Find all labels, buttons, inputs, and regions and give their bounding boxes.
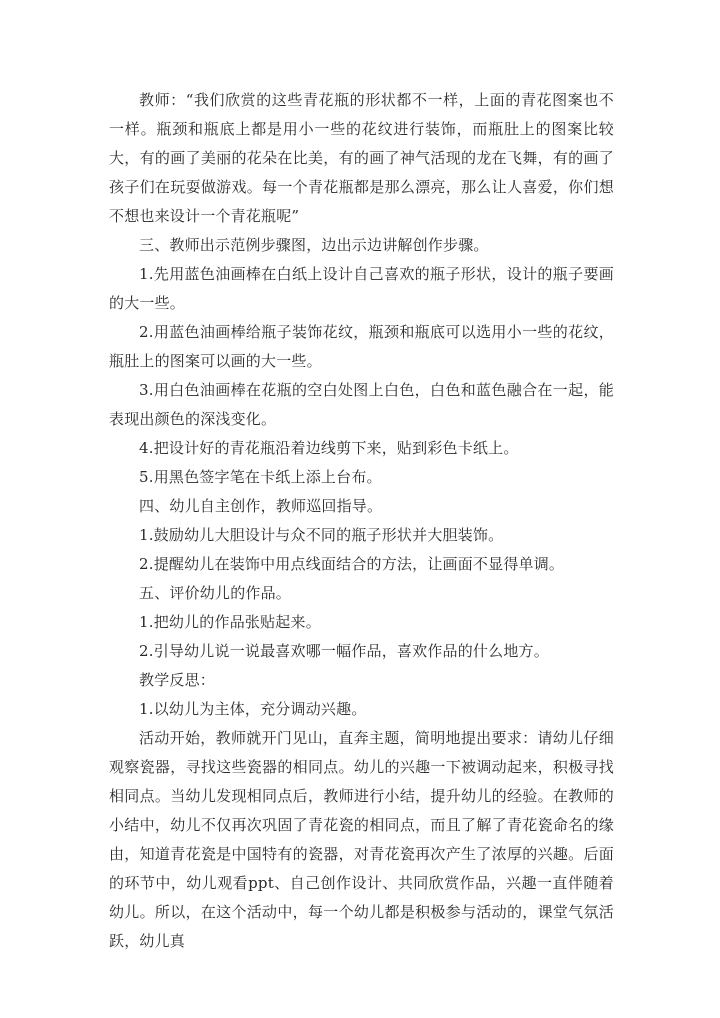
heading-step-three: 三、教师出示范例步骤图，边出示边讲解创作步骤。 — [139, 236, 489, 254]
document-body — [109, 86, 614, 956]
paragraph-evaluate-1: 1.把幼儿的作品张贴起来。 — [139, 613, 321, 631]
heading-reflection: 教学反思： — [139, 671, 216, 689]
paragraph-teacher-quote: 教师：“我们欣赏的这些青花瓶的形状都不一样，上面的青花图案也不一样。瓶颈和瓶底上都是用小一些的花纹进行装饰，而瓶肚上的图案比较大，有的画了美丽的花朵在比美，有的画了神气活现的龙在飞舞，有的画了孩子们在玩耍做游戏。每一个青花瓶都是那么漂亮，那么让人喜爱，你们想不想也来设计一个青花瓶呢” — [109, 91, 614, 225]
paragraph-step-5: 5.用黑色签字笔在卡纸上添上台布。 — [139, 468, 382, 486]
paragraph-step-4: 4.把设计好的青花瓶沿着边线剪下来，贴到彩色卡纸上。 — [139, 439, 519, 457]
heading-step-four: 四、幼儿自主创作，教师巡回指导。 — [139, 497, 383, 515]
paragraph-reflection-1: 1.以幼儿为主体，充分调动兴趣。 — [139, 700, 367, 718]
paragraph-step-3: 3.用白色油画棒在花瓶的空白处图上白色，白色和蓝色融合在一起，能表现出颜色的深浅变化。 — [109, 381, 614, 428]
paragraph-reflection-body: 活动开始，教师就开门见山，直奔主题，简明地提出要求：请幼儿仔细观察瓷器，寻找这些瓷器的相同点。幼儿的兴趣一下被调动起来，积极寻找相同点。当幼儿发现相同点后，教师进行小结，提升幼儿的经验。在教师的小结中，幼儿不仅再次巩固了青花瓷的相同点，而且了解了青花瓷命名的缘由，知道青花瓷是中国特有的瓷器，对青花瓷再次产生了浓厚的兴趣。后面的环节中，幼儿观看ppt、自己创作设计、共同欣赏作品，兴趣一直伴随着幼儿。所以，在这个活动中，每一个幼儿都是积极参与活动的，课堂气氛活跃，幼儿真 — [109, 729, 614, 950]
heading-step-five: 五、评价幼儿的作品。 — [139, 584, 292, 602]
paragraph-guide-1: 1.鼓励幼儿大胆设计与众不同的瓶子形状并大胆装饰。 — [139, 526, 504, 544]
paragraph-guide-2: 2.提醒幼儿在装饰中用点线面结合的方法，让画面不显得单调。 — [139, 555, 565, 573]
paragraph-step-1: 1.先用蓝色油画棒在白纸上设计自己喜欢的瓶子形状，设计的瓶子要画的大一些。 — [109, 265, 614, 312]
paragraph-step-2: 2.用蓝色油画棒给瓶子装饰花纹，瓶颈和瓶底可以选用小一些的花纹，瓶肚上的图案可以画的大一些。 — [109, 323, 614, 370]
paragraph-evaluate-2: 2.引导幼儿说一说最喜欢哪一幅作品，喜欢作品的什么地方。 — [139, 642, 549, 660]
